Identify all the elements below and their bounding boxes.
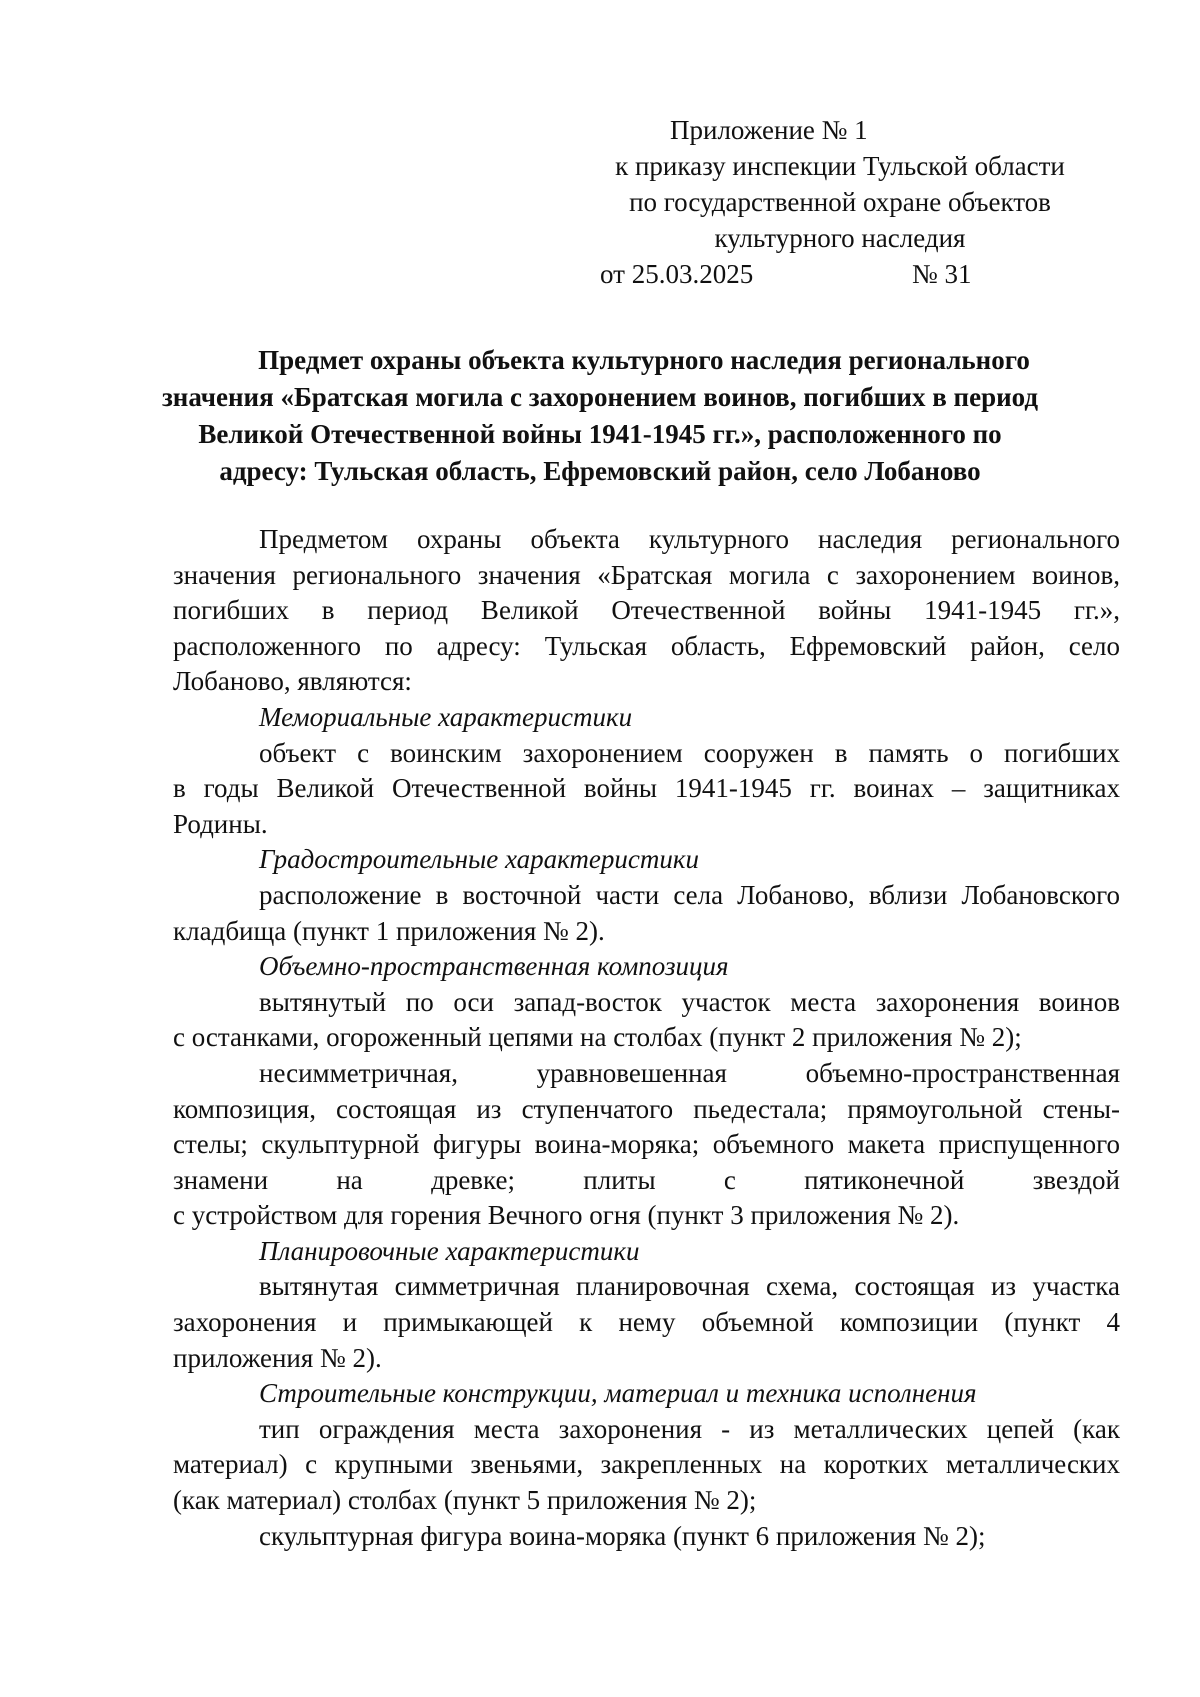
body-line: Лобаново, являются: (173, 666, 412, 697)
body-line: приложения № 2). (173, 1342, 382, 1373)
body-line: захоронения и примыкающей к нему объемной композиции (пункт 4 (173, 1307, 1120, 1338)
body-line: с устройством для горения Вечного огня (пункт 3 приложения № 2). (173, 1200, 960, 1231)
order-date: от 25.03.2025 (600, 259, 754, 289)
body-line: (как материал) столбах (пункт 5 приложения № 2); (173, 1485, 757, 1516)
section-heading-volume: Объемно-пространственная композиция (259, 951, 729, 982)
appendix-number: Приложение № 1 (670, 115, 868, 145)
section-heading-planning: Планировочные характеристики (259, 1235, 640, 1266)
title-line: Великой Отечественной войны 1941-1945 гг.», расположенного по (198, 419, 1002, 449)
body-line: объект с воинским захоронением сооружен в память о погибших (259, 737, 1120, 768)
order-number: № 31 (912, 259, 972, 289)
document-body (173, 522, 1120, 1554)
body-line: тип ограждения места захоронения - из металлических цепей (как (259, 1413, 1120, 1444)
body-line: в годы Великой Отечественной войны 1941-1945 гг. воинах – защитниках (173, 773, 1120, 804)
body-line: композиция, состоящая из ступенчатого пьедестала; прямоугольной стены- (173, 1093, 1120, 1124)
body-line: скульптурная фигура воина-моряка (пункт 6 приложения № 2); (259, 1520, 986, 1551)
title-line: Предмет охраны объекта культурного наследия регионального (258, 345, 1030, 375)
title-line: значения «Братская могила с захоронением воинов, погибших в период (161, 382, 1039, 412)
body-line: Предметом охраны объекта культурного наследия регионального (259, 524, 1120, 554)
title-line: адресу: Тульская область, Ефремовский район, село Лобаново (219, 456, 981, 486)
body-line: значения регионального значения «Братская могила с захоронением воинов, (173, 559, 1120, 590)
body-line: стелы; скульптурной фигуры воина-моряка; объемного макета приспущенного (173, 1129, 1120, 1160)
body-line: вытянутый по оси запад-восток участок места захоронения воинов (259, 986, 1120, 1017)
order-reference-line: к приказу инспекции Тульской области (615, 151, 1065, 181)
body-line: Родины. (173, 808, 268, 839)
body-line: несимметричная, уравновешенная объемно-пространственная (259, 1057, 1120, 1088)
body-line: расположение в восточной части села Лобаново, вблизи Лобановского (259, 879, 1120, 910)
appendix-header (560, 112, 1120, 292)
body-line: вытянутая симметричная планировочная схема, состоящая из участка (259, 1271, 1120, 1302)
body-line: погибших в период Великой Отечественной войны 1941-1945 гг.», (173, 595, 1120, 626)
document-title (160, 342, 1040, 490)
body-line: с останками, огороженный цепями на столбах (пункт 2 приложения № 2); (173, 1022, 1022, 1053)
section-heading-construction: Строительные конструкции, материал и техника исполнения (259, 1378, 977, 1409)
body-line: материал) с крупными звеньями, закрепленных на коротких металлических (173, 1449, 1120, 1480)
section-heading-urban: Градостроительные характеристики (259, 844, 700, 875)
order-date-row (560, 256, 1120, 292)
body-line: кладбища (пункт 1 приложения № 2). (173, 915, 605, 946)
section-heading-memorial: Мемориальные характеристики (259, 701, 633, 732)
order-reference-line: культурного наследия (714, 223, 966, 253)
order-reference-line: по государственной охране объектов (629, 187, 1051, 217)
body-line: расположенного по адресу: Тульская область, Ефремовский район, село (173, 630, 1120, 661)
body-line: знамени на древке; плиты с пятиконечной звездой (173, 1164, 1120, 1195)
